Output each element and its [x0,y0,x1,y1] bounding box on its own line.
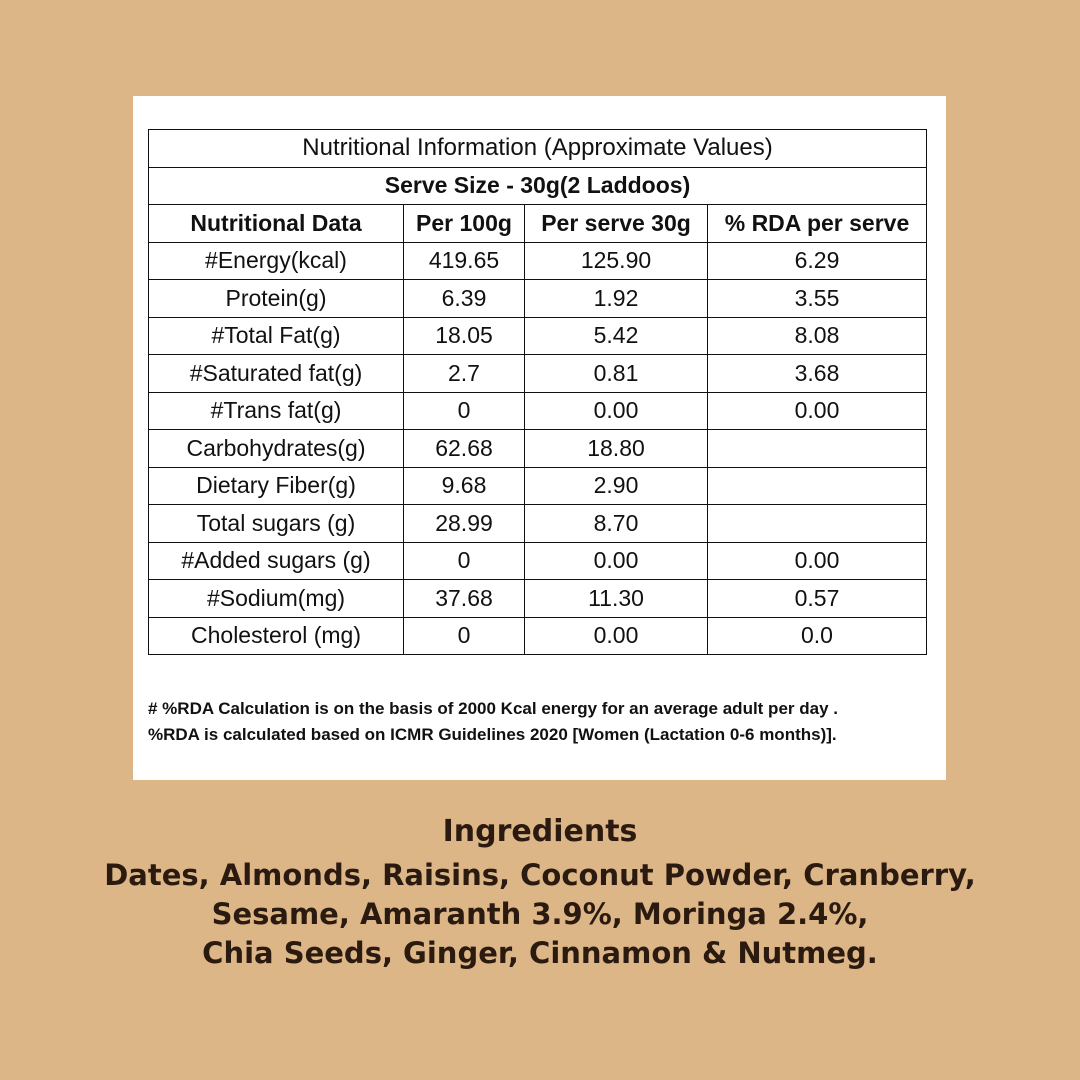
table-cell: 5.42 [525,317,708,355]
nutrition-table-body [149,130,927,655]
table-row [149,430,927,468]
table-cell: 2.7 [404,355,525,393]
table-cell: 6.29 [708,242,927,280]
column-header: Per serve 30g [525,205,708,243]
table-cell: 0.00 [708,392,927,430]
footnote-line: # %RDA Calculation is on the basis of 2000 Kcal energy for an average adult per day . [148,699,838,718]
nutrition-table [148,129,927,655]
table-row [149,242,927,280]
table-cell: 0 [404,617,525,655]
table-cell: Dietary Fiber(g) [149,467,404,505]
column-header: Nutritional Data [149,205,404,243]
table-cell: 3.55 [708,280,927,318]
ingredients-heading: Ingredients [442,814,638,849]
table-title: Nutritional Information (Approximate Values) [149,130,927,168]
table-row [149,580,927,618]
table-cell: 0 [404,542,525,580]
table-row [149,280,927,318]
table-cell: 2.90 [525,467,708,505]
table-row [149,617,927,655]
ingredients-section [0,808,1080,973]
table-row [149,317,927,355]
table-cell: 0.00 [525,542,708,580]
table-cell: 6.39 [404,280,525,318]
table-title-row [149,130,927,168]
table-cell: #Trans fat(g) [149,392,404,430]
serve-size-row [149,167,927,205]
table-cell: Cholesterol (mg) [149,617,404,655]
table-cell: Carbohydrates(g) [149,430,404,468]
table-row [149,392,927,430]
table-cell: 0 [404,392,525,430]
serve-size: Serve Size - 30g(2 Laddoos) [149,167,927,205]
table-cell: 1.92 [525,280,708,318]
table-cell: 28.99 [404,505,525,543]
table-cell: 0.81 [525,355,708,393]
table-row [149,505,927,543]
table-cell: #Energy(kcal) [149,242,404,280]
table-cell: 9.68 [404,467,525,505]
table-cell: Total sugars (g) [149,505,404,543]
table-cell: 0.0 [708,617,927,655]
table-cell: 419.65 [404,242,525,280]
column-header: % RDA per serve [708,205,927,243]
table-cell: #Added sugars (g) [149,542,404,580]
table-cell: 0.00 [525,617,708,655]
table-cell: 0.57 [708,580,927,618]
table-cell: 125.90 [525,242,708,280]
table-cell: 0.00 [525,392,708,430]
table-cell: 18.05 [404,317,525,355]
table-cell: 18.80 [525,430,708,468]
table-row [149,467,927,505]
ingredients-line: Sesame, Amaranth 3.9%, Moringa 2.4%, [211,897,869,931]
table-cell: 0.00 [708,542,927,580]
table-header-row [149,205,927,243]
table-cell: #Saturated fat(g) [149,355,404,393]
table-cell: Protein(g) [149,280,404,318]
table-cell: 62.68 [404,430,525,468]
table-cell: 11.30 [525,580,708,618]
table-row [149,355,927,393]
table-cell: #Sodium(mg) [149,580,404,618]
ingredients-line: Chia Seeds, Ginger, Cinnamon & Nutmeg. [202,936,878,970]
table-cell: 8.08 [708,317,927,355]
ingredients-line: Dates, Almonds, Raisins, Coconut Powder, Cranberry, [104,858,976,892]
table-cell: #Total Fat(g) [149,317,404,355]
table-row [149,542,927,580]
table-cell [708,467,927,505]
table-cell [708,430,927,468]
table-cell: 3.68 [708,355,927,393]
table-cell: 8.70 [525,505,708,543]
table-cell [708,505,927,543]
table-cell: 37.68 [404,580,525,618]
nutrition-card [133,96,946,780]
column-header: Per 100g [404,205,525,243]
footnote-line: %RDA is calculated based on ICMR Guidelines 2020 [Women (Lactation 0-6 months)]. [148,725,837,744]
rda-footnote [148,696,938,748]
